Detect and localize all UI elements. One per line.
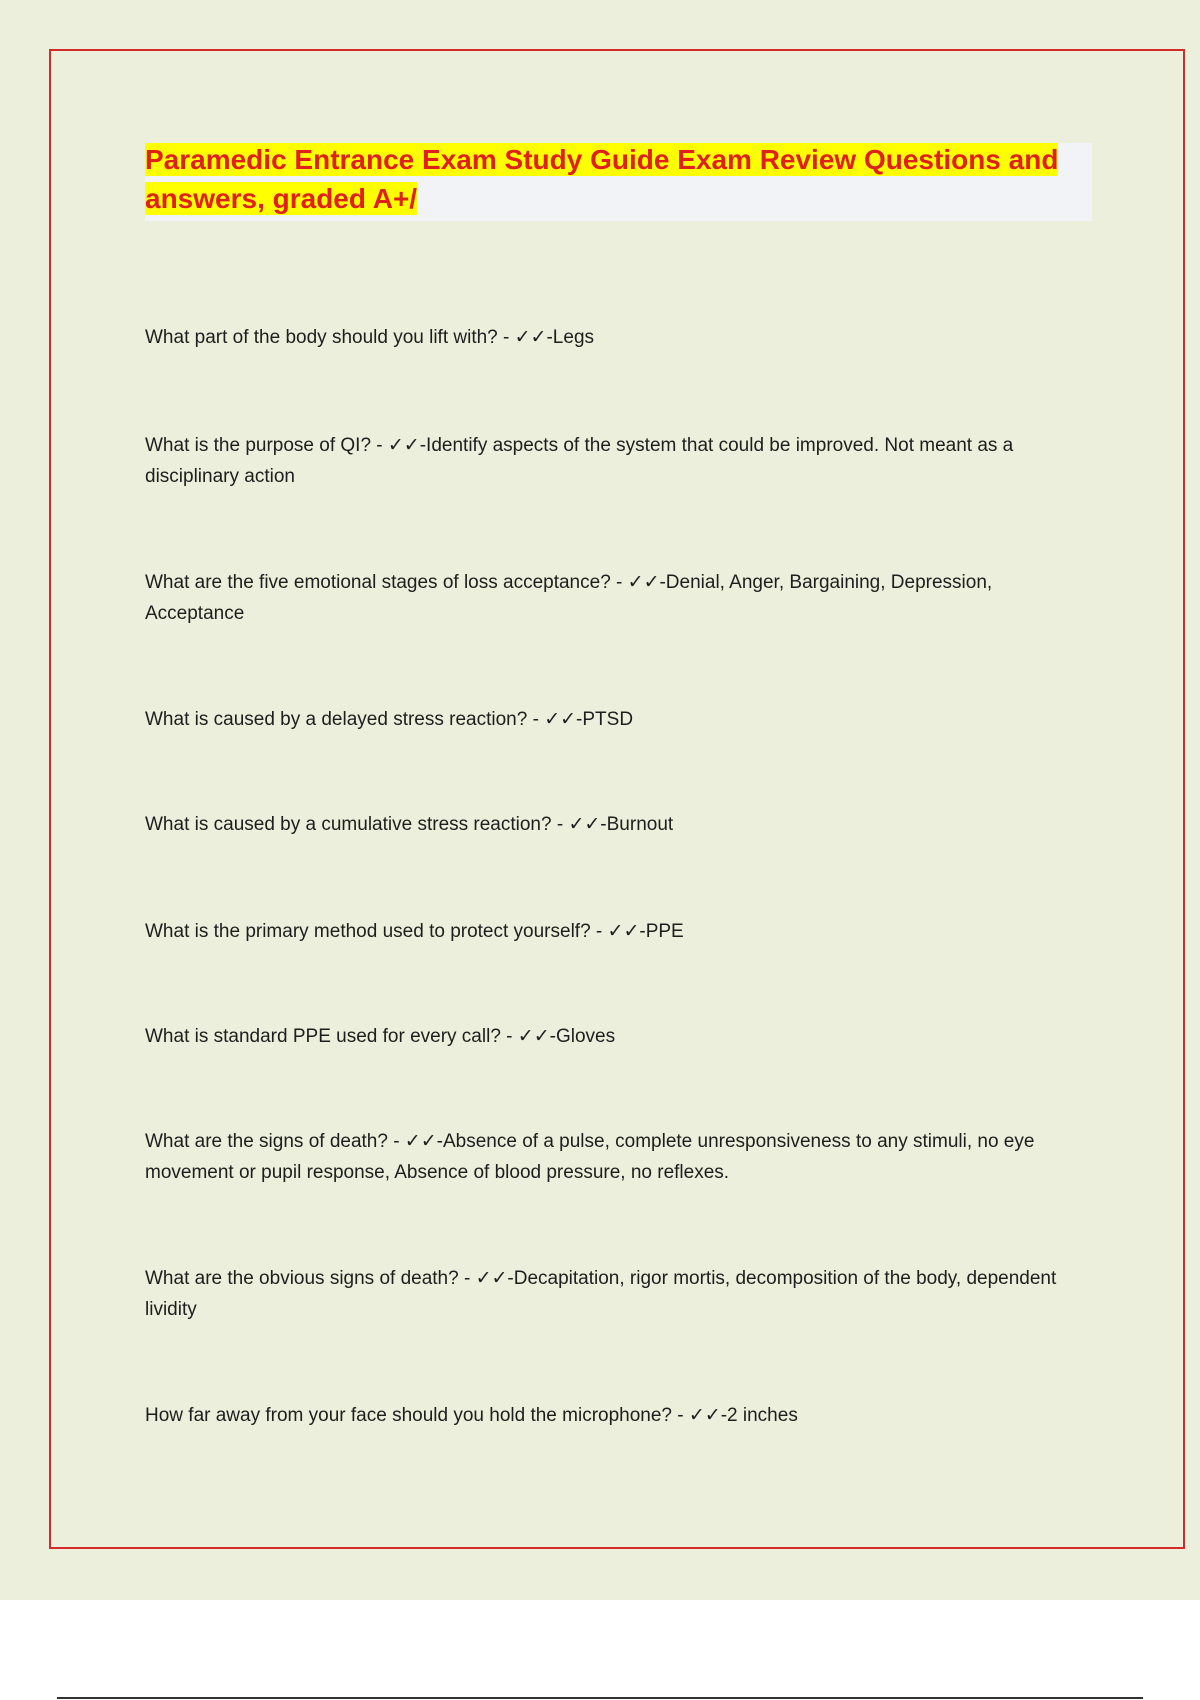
- qa-item: What are the five emotional stages of loss acceptance? - ✓✓-Denial, Anger, Bargaining, Depression, Acceptance: [145, 572, 993, 624]
- qa-item: What is standard PPE used for every call? - ✓✓-Gloves: [145, 1026, 616, 1047]
- qa-item: What is caused by a delayed stress reaction? - ✓✓-PTSD: [145, 709, 634, 730]
- qa-item: How far away from your face should you hold the microphone? - ✓✓-2 inches: [145, 1405, 798, 1426]
- qa-item: What are the signs of death? - ✓✓-Absence of a pulse, complete unresponsiveness to any stimuli, no eye movement or pupil response, Absence of blood pressure, no reflexes.: [145, 1131, 1035, 1183]
- footer-divider: [57, 1697, 1143, 1699]
- document-title-text: Paramedic Entrance Exam Study Guide Exam Review Questions and answers, graded A+/: [145, 144, 1059, 214]
- document-title: [145, 140, 1085, 218]
- qa-item: What are the obvious signs of death? - ✓✓-Decapitation, rigor mortis, decomposition of the body, dependent lividity: [145, 1268, 1057, 1320]
- qa-item: What part of the body should you lift with? - ✓✓-Legs: [145, 327, 595, 348]
- qa-item: What is caused by a cumulative stress reaction? - ✓✓-Burnout: [145, 814, 674, 835]
- qa-item: What is the primary method used to protect yourself? - ✓✓-PPE: [145, 921, 684, 942]
- qa-item: What is the purpose of QI? - ✓✓-Identify aspects of the system that could be improved. Not meant as a disciplinary action: [145, 435, 1014, 487]
